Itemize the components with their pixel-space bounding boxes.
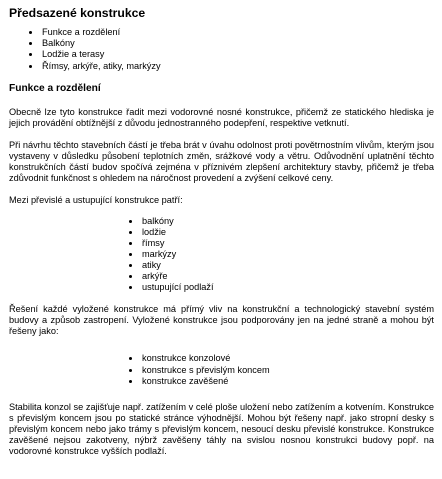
list-item: římsy bbox=[9, 238, 434, 249]
list-item: markýzy bbox=[9, 249, 434, 260]
paragraph-intro: Obecně lze tyto konstrukce řadit mezi vodorovné nosné konstrukce, přičemž ze statického hlediska je jejich provádění obtížnější z důvodu jednostranného podepření, respektive vetknutí. bbox=[9, 106, 434, 128]
list-item: atiky bbox=[9, 260, 434, 271]
paragraph-design: Při návrhu těchto stavebních částí je třeba brát v úvahu odolnost proti povětrnostním vlivům, kterým jsou vystaveny v důsledku působení teplotních změn, srážkové vody a větru. Odůvodnění uplatnění těchto konstrukčních částí budov spočívá zejména v příznivém zlepšení architektury stavby, přičemž je třeba zdůvodnit funkčnost s ohledem na náročnost provedení a zvýšení celkové ceny. bbox=[9, 139, 434, 183]
table-of-contents bbox=[9, 27, 434, 72]
toc-item-funkce[interactable]: Funkce a rozdělení bbox=[9, 27, 434, 38]
list-item: ustupující podlaží bbox=[9, 282, 434, 293]
toc-item-lodzie[interactable]: Lodžie a terasy bbox=[9, 49, 434, 60]
paragraph-types-intro: Mezi převislé a ustupující konstrukce patří: bbox=[9, 194, 183, 205]
types-list bbox=[9, 216, 434, 294]
section-heading: Funkce a rozdělení bbox=[9, 82, 101, 94]
paragraph-stability: Stabilita konzol se zajišťuje např. zatížením v celé ploše uložení nebo zatížením a kotvením. Konstrukce s převislým koncem jsou po statické stránce výhodnější. Mohou být řešeny např. jako stropní desky s převislým koncem nebo jako trámy s převislým koncem, nesoucí desku převislé konstrukce. Konstrukce zavěšené nejsou zakotveny, nýbrž zavěšeny táhly na svislou nosnou konstrukci budovy popř. na vodorovné konstrukce vyšších podlaží. bbox=[9, 401, 434, 456]
list-item: arkýře bbox=[9, 271, 434, 282]
toc-item-balkony[interactable]: Balkóny bbox=[9, 38, 434, 49]
page-title: Předsazené konstrukce bbox=[9, 6, 146, 20]
solutions-list bbox=[9, 353, 434, 386]
list-item: konstrukce konzolové bbox=[9, 353, 434, 364]
toc-item-rimsy[interactable]: Římsy, arkýře, atiky, markýzy bbox=[9, 61, 434, 72]
list-item: konstrukce zavěšené bbox=[9, 376, 434, 387]
paragraph-solutions-intro: Řešení každé vyložené konstrukce má přímý vliv na konstrukční a technologický stavební systém budovy a způsob zastropení. Vyložené konstrukce jsou podporovány jen na jedné straně a mohou být řešeny jako: bbox=[9, 304, 434, 337]
list-item: lodžie bbox=[9, 227, 434, 238]
list-item: konstrukce s převislým koncem bbox=[9, 365, 434, 376]
list-item: balkóny bbox=[9, 216, 434, 227]
